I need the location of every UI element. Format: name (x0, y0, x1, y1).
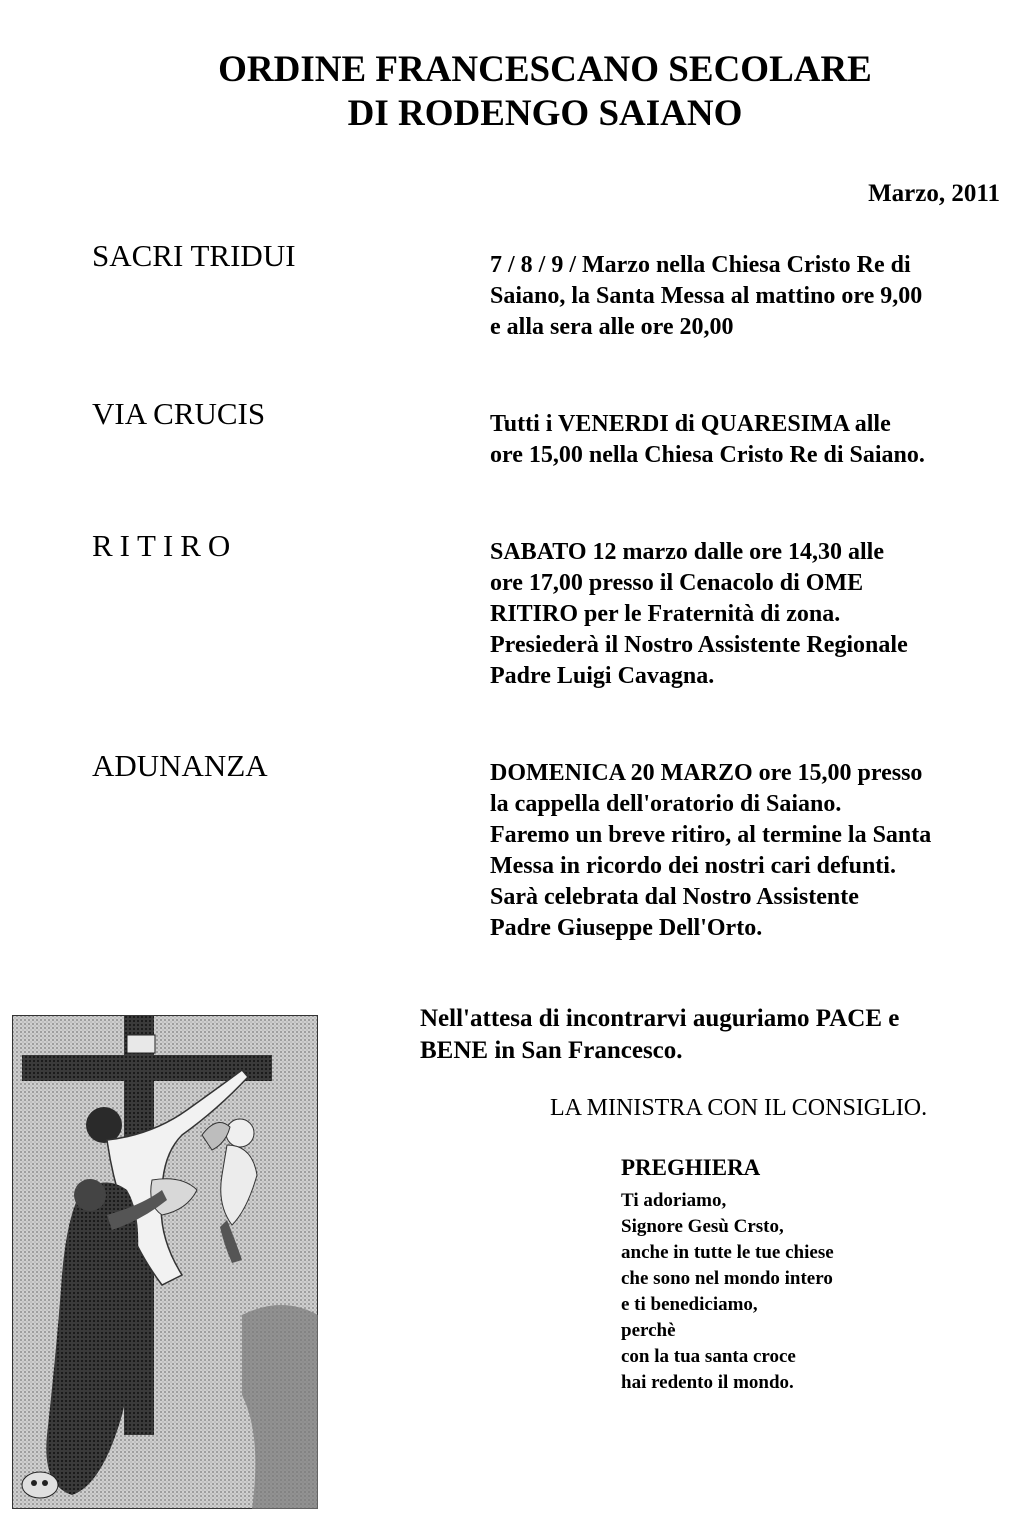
prayer-line: hai redento il mondo. (621, 1372, 794, 1393)
document-title (0, 48, 1024, 136)
section-text-sacri-tridui: 7 / 8 / 9 / Marzo nella Chiesa Cristo Re di Saiano, la Santa Messa al mattino ore 9,00 e alla sera alle ore 20,00 (490, 252, 923, 340)
closing-line-2: BENE in San Francesco. (420, 1037, 683, 1064)
document-date: Marzo, 2011 (868, 180, 1000, 207)
section-label-sacri-tridui: SACRI TRIDUI (92, 238, 296, 273)
section-text-adunanza: DOMENICA 20 MARZO ore 15,00 presso la cappella dell'oratorio di Saiano. Faremo un breve ritiro, al termine la Santa Messa in ricordo dei nostri cari defunti. Sarà celebrata dal Nostro Assistente Padre Giuseppe Dell'Orto. (490, 760, 932, 941)
closing-line-1: Nell'attesa di incontrarvi auguriamo PACE e (420, 1005, 900, 1032)
prayer-line: perchè (621, 1320, 676, 1341)
title-line-1: ORDINE FRANCESCANO SECOLARE (218, 49, 872, 90)
prayer-text (621, 1188, 834, 1396)
prayer-line: Ti adoriamo, (621, 1190, 727, 1211)
crucifix-picture (12, 1015, 318, 1509)
section-label-adunanza: ADUNANZA (92, 748, 268, 783)
prayer-line: con la tua santa croce (621, 1346, 796, 1367)
closing-message (420, 1003, 1010, 1067)
prayer-line: che sono nel mondo intero (621, 1268, 833, 1289)
prayer-title: PREGHIERA (621, 1155, 761, 1180)
prayer-line: Signore Gesù Crsto, (621, 1216, 784, 1237)
prayer-line: e ti benediciamo, (621, 1294, 758, 1315)
title-line-2: DI RODENGO SAIANO (347, 93, 743, 134)
prayer-line: anche in tutte le tue chiese (621, 1242, 834, 1263)
section-label-ritiro: RITIRO (92, 528, 238, 563)
section-label-via-crucis: VIA CRUCIS (92, 396, 266, 431)
signature: LA MINISTRA CON IL CONSIGLIO. (550, 1095, 928, 1121)
section-text-via-crucis: Tutti i VENERDI di QUARESIMA alle ore 15,00 nella Chiesa Cristo Re di Saiano. (490, 411, 925, 468)
section-text-ritiro: SABATO 12 marzo dalle ore 14,30 alle ore 17,00 presso il Cenacolo di OME RITIRO per le Fraternità di zona. Presiederà il Nostro Assistente Regionale Padre Luigi Cavagna. (490, 539, 908, 689)
